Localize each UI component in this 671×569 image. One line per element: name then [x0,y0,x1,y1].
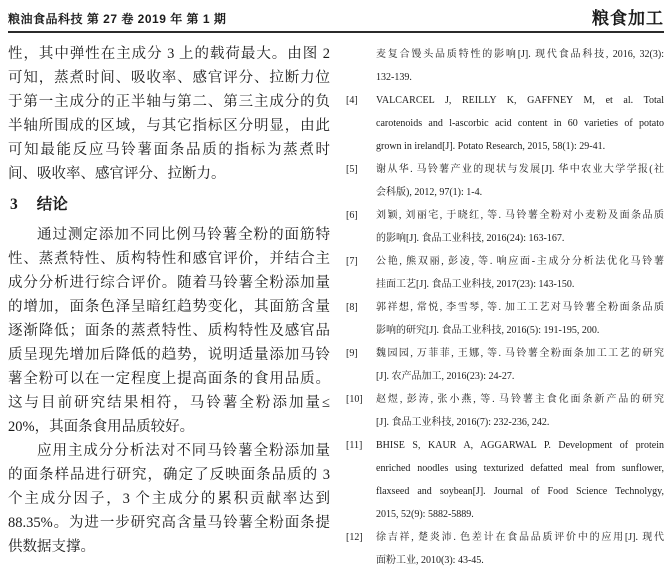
body-text-line: 88.35%。为进一步研究高含量马铃薯全粉面条提 [8,515,330,531]
journal-header-text: 粮油食品科技 第 27 卷 2019 年 第 1 期 [8,12,227,26]
reference-text-line: grown in ireland[J]. Potato Research, 2015, 58(1): 29-41. [376,141,606,152]
journal-section-label: 粮食加工 [592,9,664,28]
reference-item [345,388,664,434]
body-text-line: 于第一主成分的正半轴与第二、第三主成分的负 [8,94,330,110]
reference-item [345,204,664,250]
reference-text-line: enriched noodles using texturized defatted meal from sunflower, [376,463,664,474]
reference-text-line: 谢从华. 马铃薯产业的现状与发展[J]. 华中农业大学学报(社 [376,164,664,175]
body-text-line: 的增加，面条色泽呈暗红趋势变化，其面筋含量 [8,299,330,315]
reference-text-line: [J]. 农产品加工, 2016(23): 24-27. [376,371,515,382]
body-text-line: 的面条样品进行研究，确定了反映面条品质的 3 [8,467,330,483]
reference-text-line: 徐吉祥, 楚炎沛. 色差计在食品品质评价中的应用[J]. 现代 [376,532,664,543]
reference-number: [11] [346,440,363,451]
reference-text-line: 面粉工业, 2010(3): 43-45. [376,555,484,566]
body-text-line: 成分分析进行综合评价。随着马铃薯全粉添加量 [8,275,330,291]
reference-number: [10] [346,394,363,405]
two-column-body [8,33,664,569]
reference-number: [7] [346,256,358,267]
body-text-line: 质呈现先增加后降低的趋势，说明适量添加马铃 [8,347,330,363]
body-text-line: 通过测定添加不同比例马铃薯全粉的面筋特 [37,227,330,243]
reference-text-line: 挂面工艺[J]. 食品工业科技, 2017(23): 143-150. [376,279,575,290]
reference-text-line: 郭祥想, 常悦, 李雪琴, 等. 加工工艺对马铃薯全粉面条品质 [376,302,664,313]
reference-text-line: carotenoids and l-ascorbic acid content in 60 varieties of potato [376,118,664,129]
reference-text-line: 赵煜, 彭涛, 张小燕, 等. 马铃薯主食化面条新产品的研究 [376,394,664,405]
reference-item [345,434,664,526]
body-text-line: 应用主成分分析法对不同马铃薯全粉添加量 [37,443,330,459]
body-text-line: 这与目前研究结果相符，马铃薯全粉添加量≤ [8,395,330,411]
reference-number: [12] [346,532,363,543]
section-title: 结论 [36,196,68,213]
left-column [8,33,330,569]
body-text-line: 间、吸收率、感官评分、拉断力。 [8,166,226,182]
reference-text-line: 影响的研究[J]. 食品工业科技, 2016(5): 191-195, 200. [376,325,600,336]
body-text-line: 半轴所围成的区域，与其它指标区分明显，由此 [8,118,330,134]
body-text-line: 性、蒸煮特性、质构特性和感官评价，并结合主 [8,251,330,267]
body-text-line: 可知，蒸煮时间、吸收率、感官评分、拉断力位 [8,70,330,86]
reference-item [345,250,664,296]
reference-text-line: flaxseed and soybean[J]. Journal of Food Science Technolygy, [376,486,664,497]
reference-item [345,296,664,342]
reference-text-line: 会科版), 2012, 97(1): 1-4. [376,187,483,198]
body-text-line: 性，其中弹性在主成分 3 上的载荷最大。由图 2 [8,46,330,62]
reference-text-line: 132-139. [376,72,412,83]
body-text-line: 逐渐降低；面条的蒸煮特性、质构特性及感官品 [8,323,330,339]
reference-item [345,342,664,388]
reference-number: [6] [346,210,358,221]
reference-item [345,158,664,204]
reference-text-line: VALCARCEL J, REILLY K, GAFFNEY M, et al. Total [376,95,664,106]
reference-number: [4] [346,95,358,106]
body-text-line: 个主成分因子，3 个主成分的累积贡献率达到 [8,491,330,507]
body-text-line: 20%，其面条食用品质较好。 [8,419,195,435]
reference-text-line: BHISE S, KAUR A, AGGARWAL P. Development of protein [376,440,664,451]
reference-text-line: 2015, 52(9): 5882-5889. [376,509,474,520]
reference-text-line: [J]. 食品工业科技, 2016(7): 232-236, 242. [376,417,550,428]
reference-text-line: 魏园园, 万菲菲, 王娜, 等. 马铃薯全粉面条加工工艺的研究 [376,348,664,359]
reference-item [345,89,664,158]
reference-number: [9] [346,348,358,359]
reference-text-line: 公艳, 熊双丽, 彭凌, 等. 响应面-主成分分析法优化马铃薯 [376,256,664,267]
reference-item [345,43,664,89]
conclusion-paragraphs [8,223,330,559]
right-column [345,33,664,569]
continuation-paragraph [8,42,330,186]
reference-item [345,526,664,569]
reference-number: [5] [346,164,358,175]
body-text-line: 供数据支撑。 [8,539,95,555]
section-heading [10,193,330,217]
reference-text-line: 刘颖, 刘丽宅, 于晓红, 等. 马铃薯全粉对小麦粉及面条品质 [376,210,664,221]
section-number: 3 [10,196,18,213]
body-text-line: 薯全粉可以在一定程度上提高面条的食用品质。 [8,371,330,387]
reference-text-line: 麦复合馒头品质特性的影响[J]. 现代食品科技, 2016, 32(3): [376,49,664,60]
reference-number: [8] [346,302,358,313]
body-text-line: 可知最能反应马铃薯面条品质的指标为蒸煮时 [8,142,330,158]
reference-text-line: 的影响[J]. 食品工业科技, 2016(24): 163-167. [376,233,565,244]
page-header [8,0,664,33]
